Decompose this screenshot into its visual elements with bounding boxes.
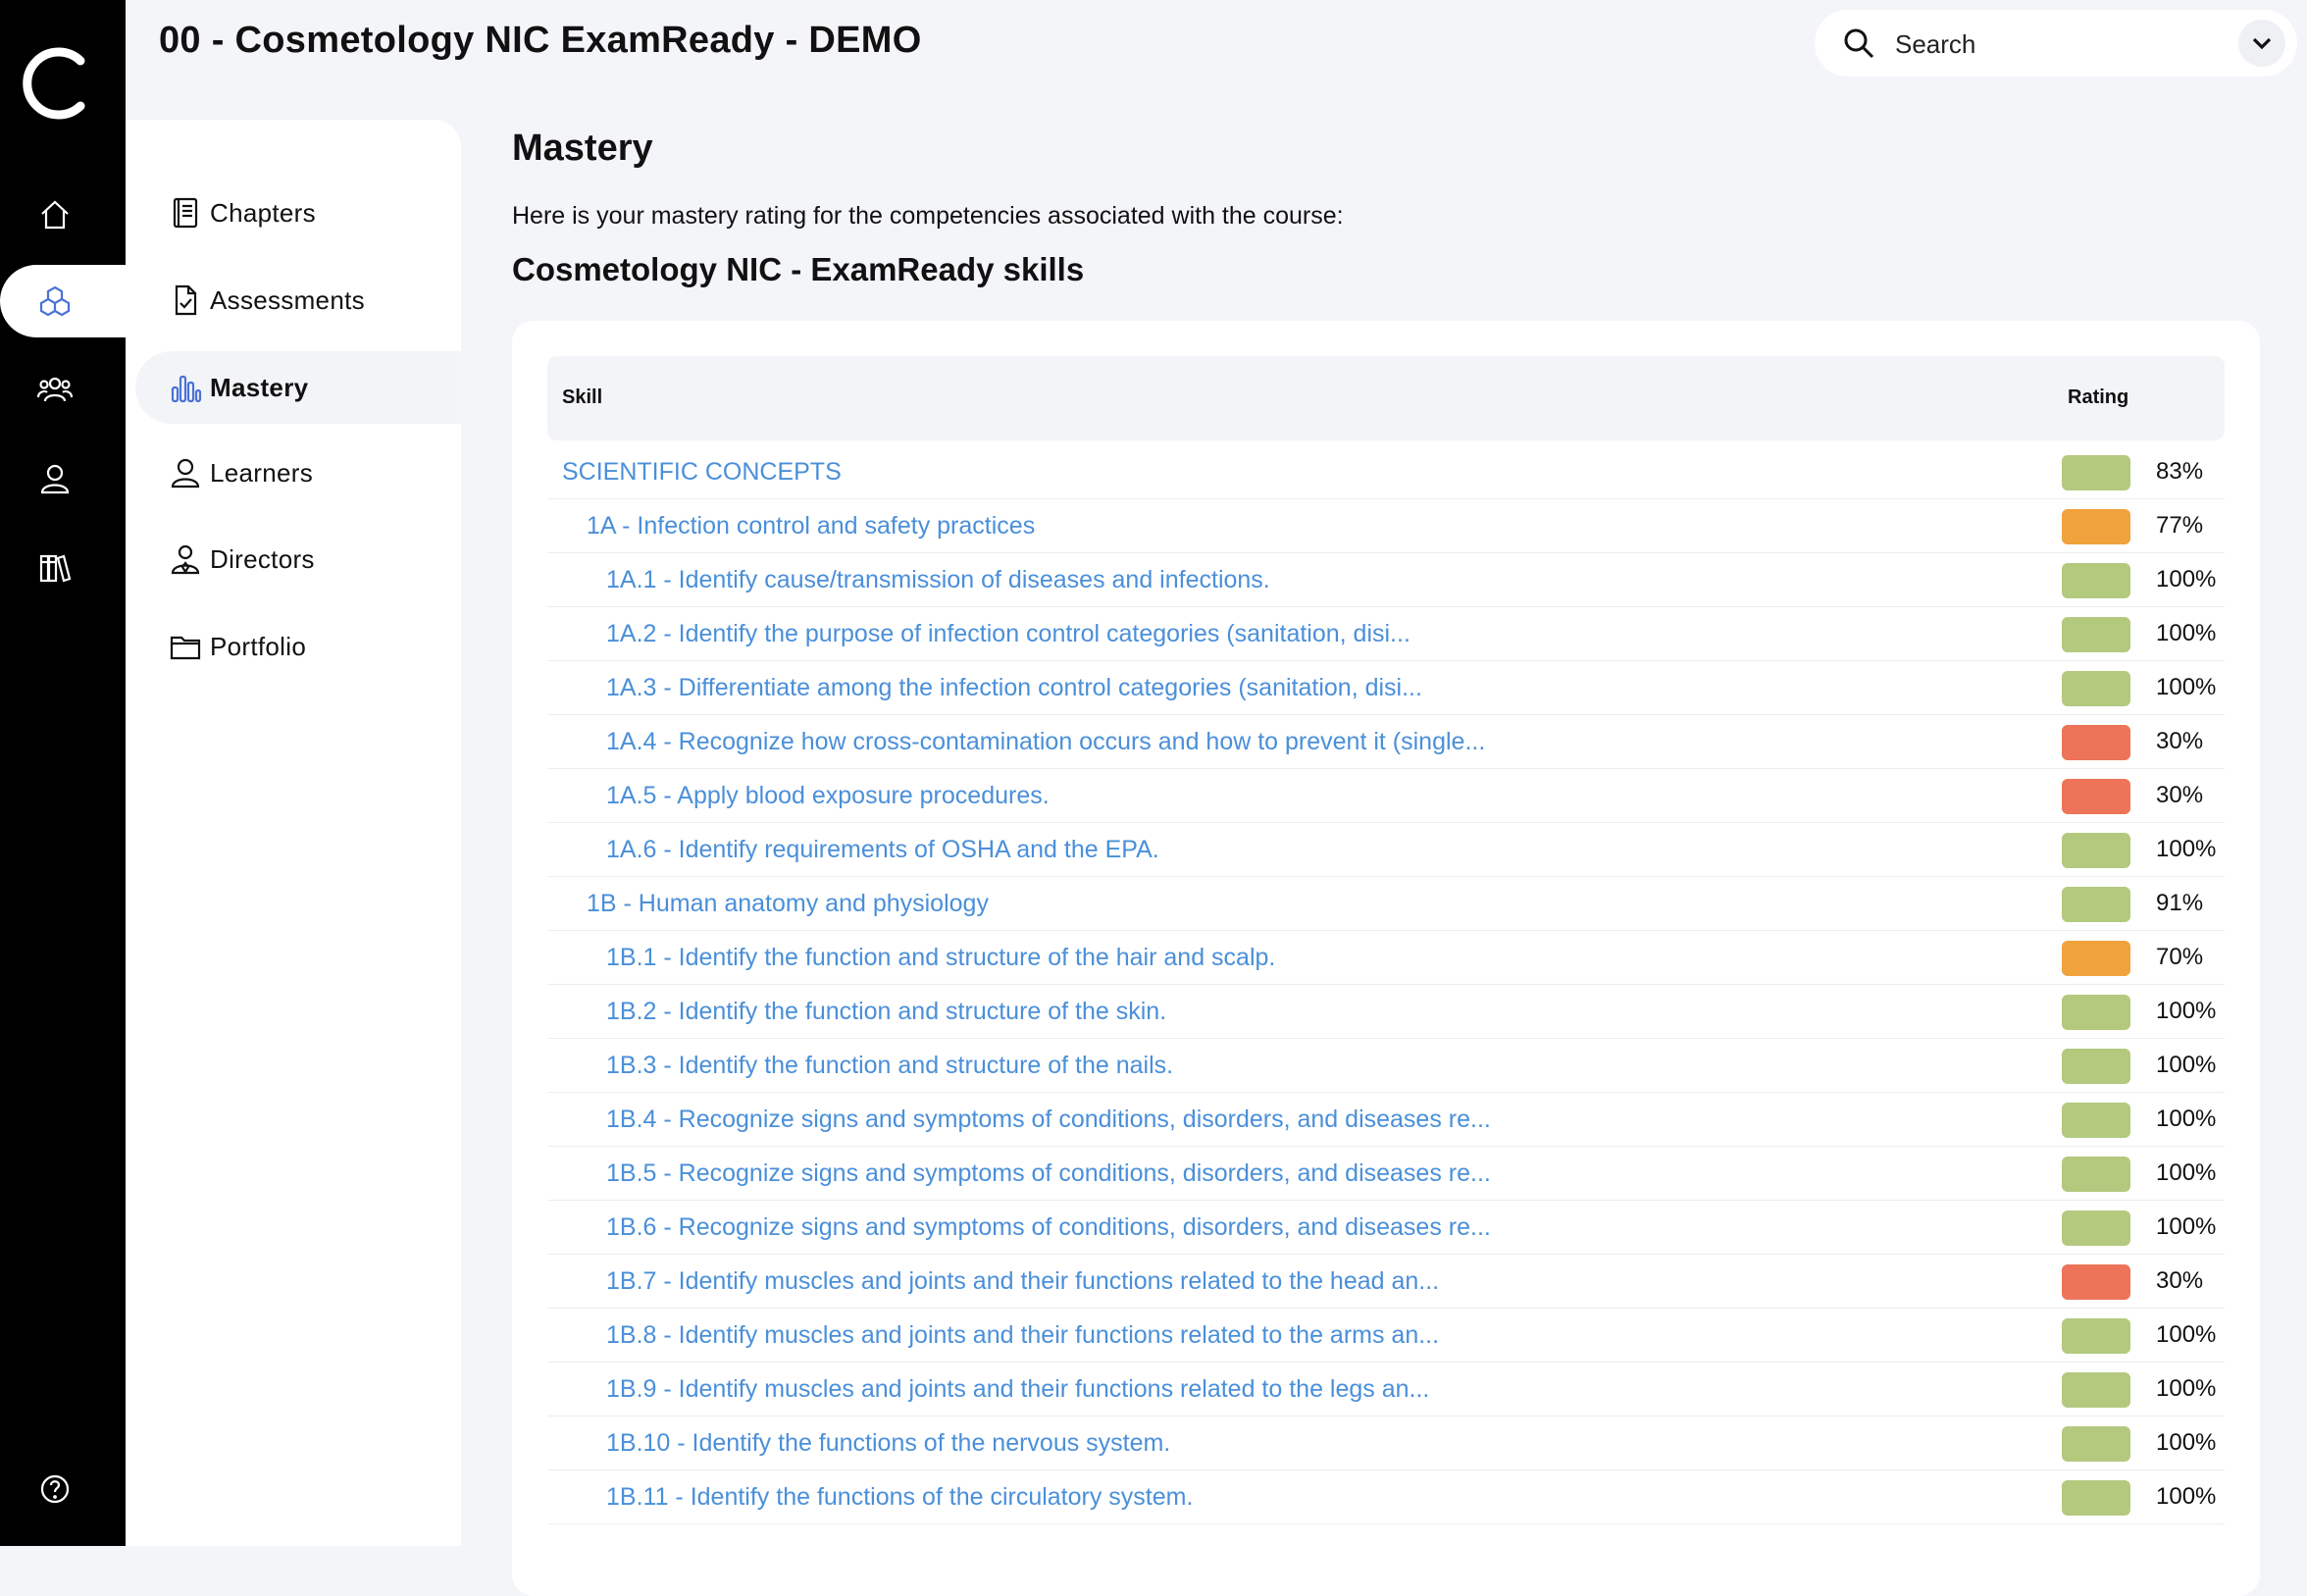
rating-swatch	[2062, 779, 2130, 814]
rating-swatch	[2062, 1426, 2130, 1462]
rating-swatch	[2062, 995, 2130, 1030]
skill-link[interactable]: 1A - Infection control and safety practices	[587, 512, 1036, 540]
rating-value: 100%	[2156, 836, 2217, 862]
rating-value: 100%	[2156, 1321, 2217, 1348]
section-heading: Mastery	[512, 128, 653, 169]
rating-value: 100%	[2156, 674, 2217, 700]
course-sidenav	[126, 120, 461, 1546]
table-row	[547, 770, 2225, 823]
search-icon	[1842, 26, 1875, 60]
nav-label-learners: Learners	[210, 457, 314, 488]
skill-link[interactable]: 1B.8 - Identify muscles and joints and their functions related to the arms an...	[606, 1321, 1440, 1349]
rating-value: 77%	[2156, 512, 2204, 539]
skill-link[interactable]: 1B.10 - Identify the functions of the nervous system.	[606, 1429, 1171, 1457]
cubes-icon	[29, 276, 80, 327]
skill-link[interactable]: 1A.4 - Recognize how cross-contamination occurs and how to prevent it (single...	[606, 728, 1486, 755]
table-row	[547, 824, 2225, 877]
skill-link[interactable]: 1B.4 - Recognize signs and symptoms of conditions, disorders, and diseases re...	[606, 1106, 1491, 1133]
table-row	[547, 1417, 2225, 1470]
skill-link[interactable]: 1A.6 - Identify requirements of OSHA and the EPA.	[606, 836, 1159, 863]
skills-list	[547, 446, 2225, 1525]
library-icon[interactable]	[29, 542, 80, 593]
table-header	[547, 356, 2225, 440]
skill-link[interactable]: 1B.11 - Identify the functions of the circulatory system.	[606, 1483, 1194, 1511]
table-row	[547, 986, 2225, 1039]
skill-link[interactable]: 1A.5 - Apply blood exposure procedures.	[606, 782, 1050, 809]
skill-link[interactable]: 1B.2 - Identify the function and structure of the skin.	[606, 998, 1167, 1025]
table-row	[547, 1310, 2225, 1363]
logo-c-icon[interactable]	[22, 41, 86, 126]
rating-swatch	[2062, 1157, 2130, 1192]
chevron-down-icon[interactable]	[2238, 20, 2285, 67]
rating-swatch	[2062, 833, 2130, 868]
people-icon[interactable]	[29, 364, 80, 415]
skill-link[interactable]: 1B.6 - Recognize signs and symptoms of conditions, disorders, and diseases re...	[606, 1213, 1491, 1241]
table-row	[547, 554, 2225, 607]
rating-value: 100%	[2156, 1483, 2217, 1510]
rating-value: 100%	[2156, 1052, 2217, 1078]
help-icon[interactable]	[29, 1464, 80, 1515]
page-title: 00 - Cosmetology NIC ExamReady - DEMO	[159, 20, 922, 61]
folder-icon	[169, 630, 202, 663]
nav-item-directors[interactable]	[135, 523, 461, 595]
user-icon	[169, 456, 202, 489]
courses-tab-active[interactable]	[0, 265, 128, 337]
table-row	[547, 1364, 2225, 1416]
table-row	[547, 1094, 2225, 1147]
table-row	[547, 662, 2225, 715]
table-row	[547, 1040, 2225, 1093]
table-row	[547, 1471, 2225, 1524]
rating-value: 100%	[2156, 1375, 2217, 1402]
nav-label-directors: Directors	[210, 543, 315, 574]
document-check-icon	[169, 283, 202, 317]
nav-item-mastery[interactable]	[135, 351, 461, 424]
column-header-rating: Rating	[2068, 386, 2129, 408]
rating-value: 83%	[2156, 458, 2204, 485]
nav-label-chapters: Chapters	[210, 197, 316, 228]
skill-link[interactable]: SCIENTIFIC CONCEPTS	[562, 458, 842, 486]
skill-link[interactable]: 1B.5 - Recognize signs and symptoms of conditions, disorders, and diseases re...	[606, 1159, 1491, 1187]
rating-swatch	[2062, 455, 2130, 490]
director-icon	[169, 542, 202, 576]
rating-value: 100%	[2156, 998, 2217, 1024]
search-input[interactable]	[1893, 24, 2230, 65]
rating-value: 30%	[2156, 1267, 2204, 1294]
nav-item-portfolio[interactable]	[135, 610, 461, 683]
nav-item-learners[interactable]	[135, 437, 461, 509]
skill-link[interactable]: 1B.9 - Identify muscles and joints and their functions related to the legs an...	[606, 1375, 1430, 1403]
nav-item-assessments[interactable]	[135, 264, 461, 336]
rating-value: 100%	[2156, 1213, 2217, 1240]
rating-value: 100%	[2156, 620, 2217, 646]
skill-link[interactable]: 1A.2 - Identify the purpose of infection control categories (sanitation, disi...	[606, 620, 1410, 647]
table-row	[547, 1202, 2225, 1255]
bar-chart-icon	[169, 371, 202, 404]
home-icon[interactable]	[29, 189, 80, 240]
rating-swatch	[2062, 1264, 2130, 1300]
rating-value: 70%	[2156, 944, 2204, 970]
column-header-skill: Skill	[562, 386, 603, 408]
rating-value: 30%	[2156, 728, 2204, 754]
rating-value: 100%	[2156, 1159, 2217, 1186]
rating-swatch	[2062, 1480, 2130, 1516]
user-icon[interactable]	[29, 453, 80, 504]
table-row	[547, 716, 2225, 769]
nav-label-mastery: Mastery	[210, 372, 309, 402]
rating-swatch	[2062, 1318, 2130, 1354]
rating-value: 100%	[2156, 1429, 2217, 1456]
rating-value: 100%	[2156, 566, 2217, 592]
mastery-table-card	[512, 321, 2260, 1596]
rating-swatch	[2062, 1103, 2130, 1138]
rating-swatch	[2062, 1049, 2130, 1084]
rating-swatch	[2062, 509, 2130, 544]
rating-swatch	[2062, 563, 2130, 598]
rating-value: 100%	[2156, 1106, 2217, 1132]
icon-rail	[0, 0, 126, 1546]
skill-link[interactable]: 1B - Human anatomy and physiology	[587, 890, 989, 917]
rating-value: 91%	[2156, 890, 2204, 916]
skills-heading: Cosmetology NIC - ExamReady skills	[512, 251, 1085, 287]
rating-swatch	[2062, 887, 2130, 922]
skill-link[interactable]: 1B.1 - Identify the function and structure of the hair and scalp.	[606, 944, 1276, 971]
nav-item-chapters[interactable]	[135, 177, 461, 249]
search-bar[interactable]	[1815, 10, 2297, 77]
rating-swatch	[2062, 1372, 2130, 1408]
book-icon	[169, 196, 202, 230]
skill-link[interactable]: 1A.3 - Differentiate among the infection control categories (sanitation, disi...	[606, 674, 1422, 701]
table-row	[547, 1256, 2225, 1309]
table-row	[547, 500, 2225, 553]
skill-link[interactable]: 1A.1 - Identify cause/transmission of diseases and infections.	[606, 566, 1270, 593]
table-row	[547, 608, 2225, 661]
rating-swatch	[2062, 725, 2130, 760]
rating-swatch	[2062, 617, 2130, 652]
nav-label-portfolio: Portfolio	[210, 631, 307, 661]
rating-swatch	[2062, 1210, 2130, 1246]
table-row	[547, 878, 2225, 931]
nav-label-assessments: Assessments	[210, 284, 365, 315]
table-row	[547, 1148, 2225, 1201]
skill-link[interactable]: 1B.3 - Identify the function and structure of the nails.	[606, 1052, 1174, 1079]
table-row	[547, 446, 2225, 499]
skill-link[interactable]: 1B.7 - Identify muscles and joints and their functions related to the head an...	[606, 1267, 1440, 1295]
rating-swatch	[2062, 671, 2130, 706]
intro-text: Here is your mastery rating for the competencies associated with the course:	[512, 202, 1344, 230]
rating-swatch	[2062, 941, 2130, 976]
table-row	[547, 932, 2225, 985]
rating-value: 30%	[2156, 782, 2204, 808]
